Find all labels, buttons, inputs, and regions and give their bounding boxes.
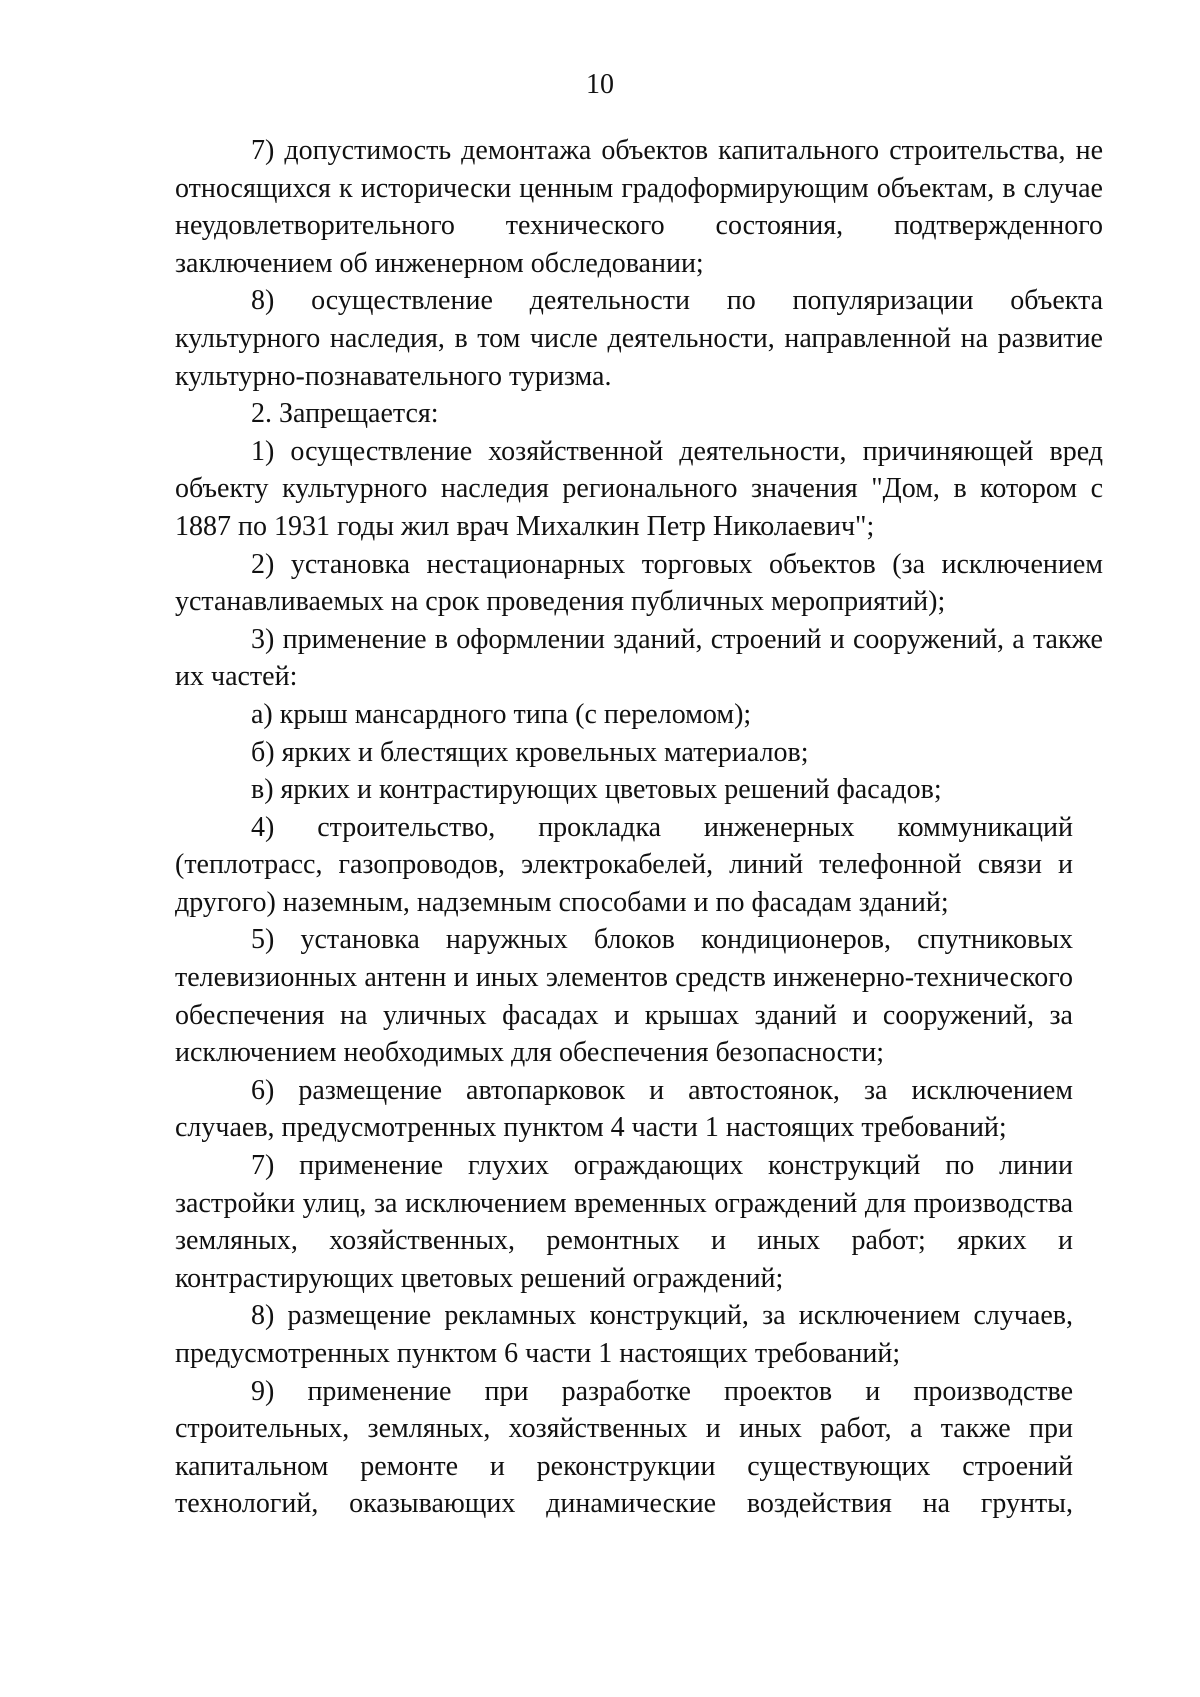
paragraph-2-4: 4) строительство, прокладка инженерных коммуникаций (теплотрасс, газопроводов, электрокабелей, линий телефонной связи и другого) наземным, надземным способами и по фасадам зданий; [175, 811, 1073, 918]
page-number: 10 [586, 69, 614, 100]
document-body [175, 132, 1103, 1523]
subitem-b: б) ярких и блестящих кровельных материалов; [251, 736, 809, 768]
paragraph-2-3: 3) применение в оформлении зданий, строений и сооружений, а также их частей: [175, 623, 1103, 693]
paragraph-2-8: 8) размещение рекламных конструкций, за исключением случаев, предусмотренных пунктом 6 части 1 настоящих требований; [175, 1300, 1073, 1369]
paragraph-1-8: 8) осуществление деятельности по популяризации объекта культурного наследия, в том числе деятельности, направленной на развитие культурно-познавательного туризма. [175, 285, 1103, 392]
paragraph-1-7: 7) допустимость демонтажа объектов капитального строительства, не относящихся к исторически ценным градоформирующим объектам, в случае неудовлетворительного технического состояния, подтвержденного заключением об инженерном обследовании; [175, 135, 1103, 279]
paragraph-2-2: 2) установка нестационарных торговых объектов (за исключением устанавливаемых на срок проведения публичных мероприятий); [175, 548, 1103, 618]
paragraph-2-7: 7) применение глухих ограждающих конструкций по линии застройки улиц, за исключением временных ограждений для производства земляных, хозяйственных, ремонтных и иных работ; ярких и контрастирующих цветовых решений ограждений; [175, 1150, 1073, 1294]
paragraph-2-9: 9) применение при разработке проектов и производстве строительных, земляных, хозяйственных и иных работ, а также при капитальном ремонте и реконструкции существующих строений технологий, оказывающих динамические воздействия на грунты, [175, 1375, 1073, 1520]
section-heading-prohibited: 2. Запрещается: [251, 398, 439, 430]
paragraph-2-5: 5) установка наружных блоков кондиционеров, спутниковых телевизионных антенн и иных элементов средств инженерно-технического обеспечения на уличных фасадах и крышах зданий и сооружений, за исключением необходимых для обеспечения безопасности; [175, 924, 1073, 1069]
subitem-v: в) ярких и контрастирующих цветовых решений фасадов; [251, 774, 942, 806]
paragraph-2-1: 1) осуществление хозяйственной деятельности, причиняющей вред объекту культурного наследия регионального значения "Дом, в котором с 1887 по 1931 годы жил врач Михалкин Петр Николаевич"; [175, 435, 1103, 542]
subitem-a: а) крыш мансардного типа (с переломом); [251, 698, 752, 730]
paragraph-2-6: 6) размещение автопарковок и автостоянок, за исключением случаев, предусмотренных пунктом 4 части 1 настоящих требований; [175, 1074, 1073, 1144]
